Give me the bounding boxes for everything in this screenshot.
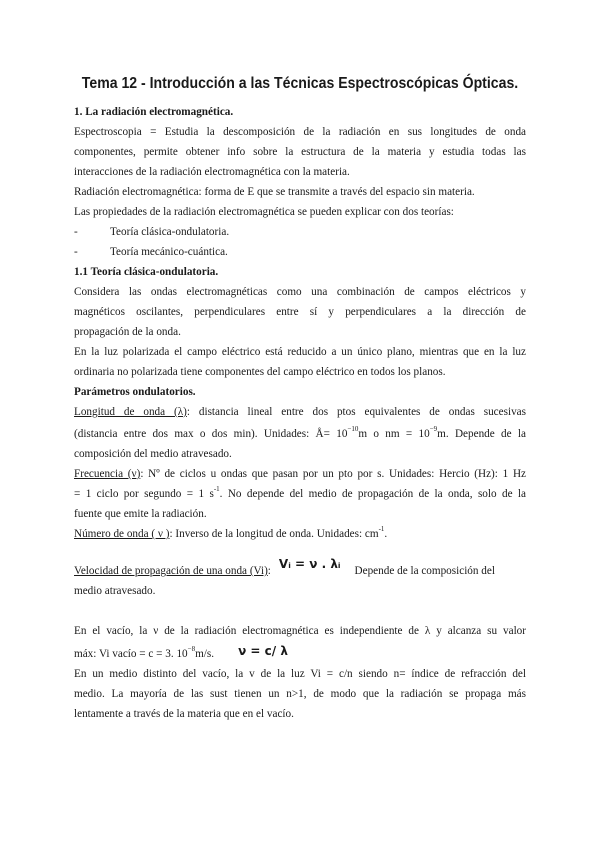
exponent: −8: [187, 645, 196, 654]
section-heading-1-1: 1.1 Teoría clásica-ondulatoria.: [74, 266, 219, 278]
medium-line: En un medio distinto del vacío, la v de la luz Vi = c/n siendo n= índice de refracción del: [74, 668, 526, 680]
dash-bullet: -: [74, 246, 78, 258]
frequency-text: = 1 ciclo por segundo = 1 s: [74, 488, 214, 500]
paragraph-line: propagación de la onda.: [74, 326, 181, 338]
paragraph-line: En la luz polarizada el campo eléctrico está reducido a un único plano, mientras que en la luz: [74, 346, 526, 358]
dash-bullet: -: [74, 226, 78, 238]
paragraph-line: composición del medio atravesado.: [74, 448, 232, 460]
medium-line: lentamente a través de la materia que en el vacío.: [74, 708, 294, 720]
list-item: [74, 242, 526, 262]
frequency-line-2: [74, 484, 526, 504]
frequency-text: . No depende del medio de propagación de la onda, solo de la: [219, 488, 527, 500]
vacuum-text: m/s.: [195, 648, 215, 660]
wavenumber-line: [74, 524, 526, 544]
velocity-term: Velocidad de propagación de una onda (Vi): [74, 565, 268, 577]
velocity-formula: Vᵢ = ν . λᵢ: [278, 557, 341, 571]
wavenumber-text: .: [384, 528, 388, 540]
parameters-heading: Parámetros ondulatorios.: [74, 386, 196, 398]
list-item-text: Teoría clásica-ondulatoria.: [110, 226, 230, 238]
paragraph-line: magnéticos oscilantes, perpendiculares entre sí y perpendiculares a la dirección de: [74, 306, 526, 318]
document-body: [74, 102, 526, 724]
section-heading-1: 1. La radiación electromagnética.: [74, 106, 234, 118]
paragraph-line: fuente que emite la radiación.: [74, 508, 207, 520]
wavenumber-term: Número de onda ( ν ): [74, 528, 170, 540]
frequency-text: : Nº de ciclos u ondas que pasan por un pto por s. Unidades: Hercio (Hz): 1 Hz: [140, 468, 526, 480]
wavenumber-text: : Inverso de la longitud de onda. Unidades: cm: [169, 528, 379, 540]
velocity-colon: :: [267, 565, 271, 577]
paragraph-line: ordinaria no polarizada tiene componentes del campo eléctrico en todos los planos.: [74, 366, 446, 378]
wavelength-term: Longitud de onda (λ): [74, 406, 187, 418]
wavelength-text: : distancia lineal entre dos ptos equivalentes de ondas sucesivas: [186, 406, 526, 418]
velocity-line: [74, 554, 526, 581]
paragraph: Las propiedades de la radiación electromagnética se pueden explicar con dos teorías:: [74, 206, 454, 218]
exponent: -1: [378, 525, 385, 534]
wavelength-units-text: m o nm = 10: [358, 428, 430, 440]
frequency-term: Frecuencia (ν): [74, 468, 141, 480]
paragraph-line: medio atravesado.: [74, 585, 156, 597]
exponent: −9: [429, 425, 438, 434]
wavelength-units-line: [74, 424, 526, 444]
exponent: -1: [213, 485, 220, 494]
paragraph-line: componentes, permite obtener info sobre la estructura de la materia y estudia todas las: [74, 146, 526, 158]
list-item-text: Teoría mecánico-cuántica.: [110, 246, 228, 258]
paragraph-line: Espectroscopia = Estudia la descomposición de la radiación en sus longitudes de onda: [74, 126, 526, 138]
vacuum-line-2: [74, 641, 526, 664]
velocity-text: Depende de la composición del: [354, 565, 495, 577]
wavelength-line: [74, 402, 526, 422]
wavelength-units-text: m. Depende de la: [437, 428, 526, 440]
exponent: −10: [347, 425, 359, 434]
frequency-line: [74, 464, 526, 484]
vacuum-text: máx: Vi vacío = c = 3. 10: [74, 648, 188, 660]
list-item: [74, 222, 526, 242]
vacuum-line: En el vacío, la ν de la radiación electromagnética es independiente de λ y alcanza su valor: [74, 625, 526, 637]
frequency-formula: ν = c/ λ: [238, 644, 288, 658]
paragraph: Radiación electromagnética: forma de E que se transmite a través del espacio sin materia.: [74, 186, 475, 198]
wavelength-units-text: (distancia entre dos max o dos min). Unidades: Å= 10: [74, 428, 348, 440]
page-title: Tema 12 - Introducción a las Técnicas Espectroscópicas Ópticas.: [81, 75, 519, 92]
paragraph-line: Considera las ondas electromagnéticas como una combinación de campos eléctricos y: [74, 286, 526, 298]
medium-line: medio. La mayoría de las sust tienen un n>1, de modo que la radiación se propaga más: [74, 688, 526, 700]
paragraph-line: interacciones de la radiación electromagnética con la materia.: [74, 166, 350, 178]
theories-list: [74, 222, 526, 262]
